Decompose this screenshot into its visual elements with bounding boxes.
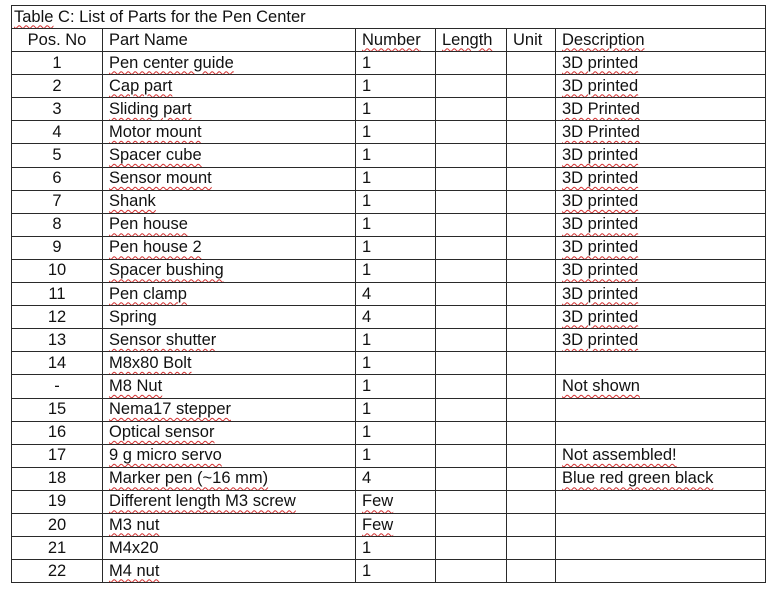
- table-row: [12, 52, 766, 75]
- cell-part-name: [103, 213, 356, 236]
- cell-part-name-text: Spacer cube: [109, 146, 202, 165]
- cell-part-name-text: M8 Nut: [109, 376, 163, 395]
- cell-description: [556, 190, 766, 213]
- cell-description: [556, 375, 766, 398]
- cell-part-name-text: Cap part: [109, 76, 173, 95]
- cell-description: [556, 421, 766, 444]
- cell-description-text: 3D printed: [562, 76, 639, 95]
- cell-description: [556, 560, 766, 583]
- cell-pos-no: 20: [12, 513, 103, 536]
- cell-pos-no: 11: [12, 283, 103, 306]
- cell-part-name-text: Spacer bushing: [109, 261, 224, 280]
- cell-description-text: Not shown: [562, 376, 640, 395]
- cell-description: [556, 213, 766, 236]
- cell-pos-no: 10: [12, 259, 103, 282]
- cell-part-name: [103, 75, 356, 98]
- cell-part-name-text: Pen clamp: [109, 284, 187, 303]
- cell-pos-no: 2: [12, 75, 103, 98]
- cell-description: [556, 236, 766, 259]
- cell-part-name: [103, 329, 356, 352]
- cell-description-text: 3D printed: [562, 53, 639, 72]
- cell-part-name: [103, 444, 356, 467]
- cell-unit: [507, 167, 556, 190]
- cell-part-name: [103, 352, 356, 375]
- table-row: [12, 306, 766, 329]
- cell-length: [436, 467, 507, 490]
- cell-part-name: [103, 398, 356, 421]
- cell-part-name-text: Motor mount: [109, 122, 202, 141]
- cell-description: [556, 490, 766, 513]
- cell-unit: [507, 190, 556, 213]
- cell-description: [556, 167, 766, 190]
- table-row: [12, 537, 766, 560]
- table-row: [12, 190, 766, 213]
- cell-number: 1: [356, 121, 436, 144]
- cell-part-name: [103, 121, 356, 144]
- cell-length: [436, 167, 507, 190]
- cell-unit: [507, 398, 556, 421]
- cell-pos-no: 13: [12, 329, 103, 352]
- cell-pos-no: 14: [12, 352, 103, 375]
- cell-pos-no: 16: [12, 421, 103, 444]
- cell-number: 4: [356, 467, 436, 490]
- table-row: [12, 121, 766, 144]
- table-caption: [12, 6, 766, 29]
- cell-part-name: M4x20: [103, 537, 356, 560]
- header-row: [12, 29, 766, 52]
- cell-pos-no: 3: [12, 98, 103, 121]
- cell-length: [436, 75, 507, 98]
- cell-part-name-text: Nema17 stepper: [109, 400, 231, 419]
- cell-part-name: [103, 190, 356, 213]
- cell-description: [556, 75, 766, 98]
- cell-description: [556, 329, 766, 352]
- cell-part-name: [103, 259, 356, 282]
- header-part-name: Part Name: [103, 29, 356, 52]
- cell-part-name: [103, 421, 356, 444]
- cell-number: 1: [356, 52, 436, 75]
- table-row: [12, 259, 766, 282]
- cell-pos-no: 5: [12, 144, 103, 167]
- header-description: [556, 29, 766, 52]
- cell-unit: [507, 513, 556, 536]
- table-row: [12, 329, 766, 352]
- cell-description-text: 3D printed: [562, 238, 639, 257]
- cell-part-name-text: Pen house: [109, 215, 188, 234]
- table-row: [12, 513, 766, 536]
- caption-row: [12, 6, 766, 29]
- cell-number: 1: [356, 144, 436, 167]
- cell-unit: [507, 560, 556, 583]
- cell-pos-no: 7: [12, 190, 103, 213]
- cell-number: 1: [356, 213, 436, 236]
- cell-description-text: 3D Printed: [562, 122, 640, 141]
- cell-pos-no: 19: [12, 490, 103, 513]
- cell-number: 1: [356, 537, 436, 560]
- cell-description-text: 3D printed: [562, 169, 639, 188]
- cell-length: [436, 190, 507, 213]
- cell-number: 1: [356, 421, 436, 444]
- table-row: [12, 236, 766, 259]
- cell-unit: [507, 213, 556, 236]
- cell-unit: [507, 306, 556, 329]
- cell-description-text: 3D printed: [562, 330, 639, 349]
- cell-length: [436, 375, 507, 398]
- cell-length: [436, 283, 507, 306]
- cell-description: [556, 398, 766, 421]
- cell-part-name: [103, 283, 356, 306]
- cell-part-name: [103, 375, 356, 398]
- header-number: [356, 29, 436, 52]
- cell-description-text: 3D printed: [562, 284, 639, 303]
- cell-length: [436, 306, 507, 329]
- table-row: [12, 352, 766, 375]
- cell-unit: [507, 121, 556, 144]
- cell-length: [436, 490, 507, 513]
- cell-description: [556, 283, 766, 306]
- cell-pos-no: 9: [12, 236, 103, 259]
- cell-pos-no: 21: [12, 537, 103, 560]
- header-length-text: Length: [442, 30, 493, 49]
- cell-length: [436, 213, 507, 236]
- cell-part-name: [103, 490, 356, 513]
- cell-length: [436, 421, 507, 444]
- cell-pos-no: 12: [12, 306, 103, 329]
- cell-number: [356, 513, 436, 536]
- cell-number: 1: [356, 190, 436, 213]
- cell-length: [436, 329, 507, 352]
- cell-description: [556, 259, 766, 282]
- parts-table-container: [11, 5, 766, 583]
- cell-number: 1: [356, 352, 436, 375]
- cell-part-name: [103, 98, 356, 121]
- cell-part-name: [103, 560, 356, 583]
- cell-description-text: Not assembled!: [562, 446, 677, 465]
- table-row: [12, 375, 766, 398]
- cell-length: [436, 537, 507, 560]
- table-row: [12, 467, 766, 490]
- cell-part-name-text: Pen house 2: [109, 238, 202, 257]
- cell-part-name: Spring: [103, 306, 356, 329]
- caption-text: C: List of Parts for the Pen Center: [53, 7, 306, 26]
- table-row: [12, 144, 766, 167]
- cell-number: 1: [356, 98, 436, 121]
- cell-description-text: 3D Printed: [562, 99, 640, 118]
- cell-unit: [507, 375, 556, 398]
- cell-part-name-text: Optical sensor: [109, 423, 215, 442]
- header-number-text: Number: [362, 30, 421, 49]
- cell-unit: [507, 352, 556, 375]
- cell-length: [436, 144, 507, 167]
- cell-unit: [507, 444, 556, 467]
- cell-length: [436, 560, 507, 583]
- cell-pos-no: 4: [12, 121, 103, 144]
- cell-part-name: [103, 513, 356, 536]
- cell-pos-no: 6: [12, 167, 103, 190]
- cell-description-text: 3D printed: [562, 192, 639, 211]
- cell-length: [436, 98, 507, 121]
- cell-number: 1: [356, 398, 436, 421]
- cell-part-name-text: Different length M3 screw: [109, 492, 296, 511]
- cell-description-text: 3D printed: [562, 215, 639, 234]
- cell-part-name-text: M3 nut: [109, 515, 160, 534]
- cell-part-name: [103, 167, 356, 190]
- cell-pos-no: 15: [12, 398, 103, 421]
- cell-pos-no: 18: [12, 467, 103, 490]
- cell-part-name: [103, 144, 356, 167]
- cell-description-text: 3D printed: [562, 307, 639, 326]
- cell-number-text: Few: [362, 492, 394, 511]
- table-row: [12, 421, 766, 444]
- cell-part-name-text: Sliding part: [109, 99, 192, 118]
- cell-length: [436, 52, 507, 75]
- cell-part-name: [103, 467, 356, 490]
- cell-part-name-text: Marker pen (~16 mm): [109, 469, 269, 488]
- table-row: [12, 283, 766, 306]
- cell-part-name-text: Sensor shutter: [109, 330, 217, 349]
- cell-number: 1: [356, 444, 436, 467]
- header-pos-no: Pos. No: [12, 29, 103, 52]
- cell-description-text: 3D printed: [562, 261, 639, 280]
- cell-part-name-text: Shank: [109, 192, 156, 211]
- cell-part-name-text: M8x80 Bolt: [109, 353, 192, 372]
- table-row: [12, 560, 766, 583]
- cell-unit: [507, 75, 556, 98]
- table-row: [12, 490, 766, 513]
- parts-table: [11, 5, 766, 583]
- cell-unit: [507, 283, 556, 306]
- table-row: [12, 444, 766, 467]
- cell-description: [556, 513, 766, 536]
- table-row: [12, 398, 766, 421]
- cell-length: [436, 513, 507, 536]
- cell-length: [436, 444, 507, 467]
- table-row: [12, 213, 766, 236]
- cell-unit: [507, 421, 556, 444]
- cell-pos-no: 8: [12, 213, 103, 236]
- cell-description: [556, 467, 766, 490]
- cell-unit: [507, 329, 556, 352]
- cell-length: [436, 259, 507, 282]
- cell-part-name: [103, 236, 356, 259]
- cell-number: 1: [356, 167, 436, 190]
- cell-number: 1: [356, 236, 436, 259]
- cell-description-text: Blue red green black: [562, 469, 714, 488]
- cell-unit: [507, 52, 556, 75]
- cell-description: [556, 52, 766, 75]
- cell-description-text: 3D printed: [562, 146, 639, 165]
- cell-description: [556, 306, 766, 329]
- header-unit: Unit: [507, 29, 556, 52]
- cell-description: [556, 537, 766, 560]
- cell-number: 1: [356, 75, 436, 98]
- cell-number: 1: [356, 259, 436, 282]
- cell-part-name-text: M4 nut: [109, 561, 160, 580]
- table-row: [12, 98, 766, 121]
- caption-prefix: Table: [14, 7, 54, 26]
- cell-pos-no: 17: [12, 444, 103, 467]
- cell-description: [556, 121, 766, 144]
- header-description-text: Description: [562, 30, 645, 49]
- cell-unit: [507, 490, 556, 513]
- cell-pos-no: 22: [12, 560, 103, 583]
- cell-part-name: [103, 52, 356, 75]
- cell-length: [436, 121, 507, 144]
- cell-length: [436, 352, 507, 375]
- cell-pos-no: -: [12, 375, 103, 398]
- cell-unit: [507, 259, 556, 282]
- cell-number-text: Few: [362, 515, 394, 534]
- table-row: [12, 75, 766, 98]
- cell-part-name-text: Pen center guide: [109, 53, 234, 72]
- cell-unit: [507, 236, 556, 259]
- cell-unit: [507, 98, 556, 121]
- cell-number: 1: [356, 375, 436, 398]
- cell-part-name-text: Sensor mount: [109, 169, 212, 188]
- cell-part-name-text: 9 g micro servo: [109, 446, 222, 465]
- cell-unit: [507, 144, 556, 167]
- cell-description: [556, 444, 766, 467]
- cell-number: 1: [356, 560, 436, 583]
- table-row: [12, 167, 766, 190]
- cell-unit: [507, 467, 556, 490]
- cell-length: [436, 236, 507, 259]
- cell-number: [356, 490, 436, 513]
- cell-length: [436, 398, 507, 421]
- header-length: [436, 29, 507, 52]
- cell-number: 1: [356, 329, 436, 352]
- cell-description: [556, 98, 766, 121]
- cell-description: [556, 352, 766, 375]
- cell-number: 4: [356, 283, 436, 306]
- cell-number: 4: [356, 306, 436, 329]
- cell-pos-no: 1: [12, 52, 103, 75]
- cell-unit: [507, 537, 556, 560]
- cell-description: [556, 144, 766, 167]
